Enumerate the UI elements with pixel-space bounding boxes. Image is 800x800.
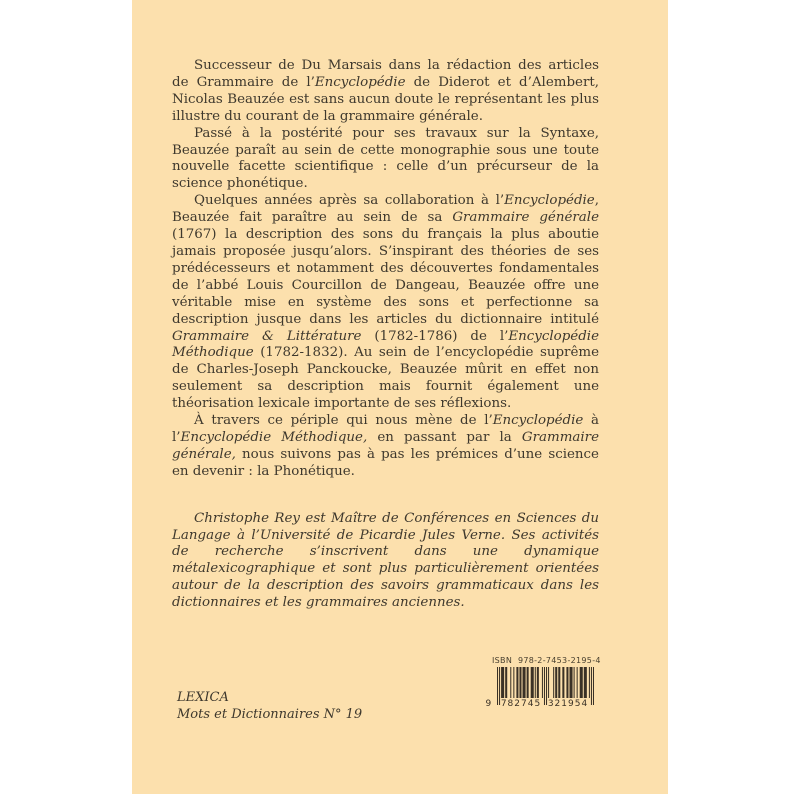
- author-bio: [172, 511, 599, 612]
- collection-series: Mots et Dictionnaires N° 19: [177, 707, 363, 722]
- body-text: Passé à la postérité pour ses travaux sur la Syntaxe, Beauzée paraît au sein de cette monographie sous une toute nouvelle facette scientifique : celle d’un précurseur de la science phonétique.: [172, 125, 599, 192]
- collection-imprint: [177, 689, 362, 723]
- italic-title-text: Encyclopédie: [492, 413, 584, 429]
- ean-barcode: [485, 667, 594, 709]
- italic-title-text: Encyclopédie Méthodique,: [180, 429, 368, 445]
- body-text: (1782-1786) de l’: [361, 328, 509, 344]
- italic-title-text: Encyclopédie: [314, 74, 406, 90]
- isbn-barcode-block: [485, 656, 601, 709]
- blurb-paragraph-4: [172, 413, 599, 481]
- body-text: Christophe Rey est Maître de Conférences en Sciences du Langage à l’Université de Picardie Jules Verne. Ses activités de recherche s’inscrivent dans une dynamique métalexicographique et sont plus particulièrement orientées autour de la description des savoirs grammaticaux dans les dictionnaires et les grammaires anciennes.: [172, 510, 599, 611]
- blurb-paragraph-2: [172, 126, 599, 194]
- body-text: Successeur de Du Marsais dans la rédaction des articles de Grammaire de l’: [172, 58, 599, 90]
- barcode-digits-group2: 321954: [547, 699, 589, 709]
- body-text: de Diderot et d’Alembert, Nicolas Beauzée est sans aucun doute le représentant les plus illustre du courant de la grammaire générale.: [172, 74, 599, 124]
- book-back-cover: [132, 0, 668, 794]
- italic-title-text: Grammaire générale,: [172, 429, 599, 462]
- body-text: Quelques années après sa collaboration à l’: [194, 193, 505, 209]
- italic-title-text: Encyclopédie: [504, 193, 595, 209]
- body-text: (1782-1832). Au sein de l’encyclopédie suprême de Charles-Joseph Panckoucke, Beauzée mûrit en effet non seulement sa description mais fournit également une théorisation lexicale importante de ses réflexions.: [172, 345, 599, 412]
- collection-name: LEXICA: [177, 690, 229, 705]
- body-text: nous suivons pas à pas les prémices d’une science en devenir : la Phonétique.: [172, 446, 599, 479]
- blurb-paragraph-1: [172, 58, 599, 126]
- isbn-label: ISBN 978-2-7453-2195-4: [492, 656, 601, 665]
- italic-title-text: Encyclopédie Méthodique: [172, 328, 599, 361]
- body-text: en passant par la: [367, 429, 522, 445]
- italic-title-text: Grammaire générale: [452, 210, 599, 226]
- barcode-digit-lead: 9: [485, 699, 492, 709]
- italic-title-text: Grammaire & Littérature: [172, 328, 362, 344]
- body-text: À travers ce périple qui nous mène de l’: [194, 413, 493, 429]
- body-text: à l’: [172, 413, 599, 445]
- barcode-digits-group1: 782745: [500, 699, 542, 709]
- body-text: (1767) la description des sons du français la plus aboutie jamais proposée jusqu’alors. S’inspirant des théories de ses prédécesseurs et notamment des découvertes fondamentales de l’abbé Louis Courcillon de Dangeau, Beauzée offre une véritable mise en système des sons et perfectionne sa description jusque dans les articles du dictionnaire intitulé: [172, 227, 599, 327]
- body-text: , Beauzée fait paraître au sein de sa: [172, 193, 599, 226]
- blurb-paragraph-3: [172, 193, 599, 413]
- blurb-text: [172, 58, 599, 612]
